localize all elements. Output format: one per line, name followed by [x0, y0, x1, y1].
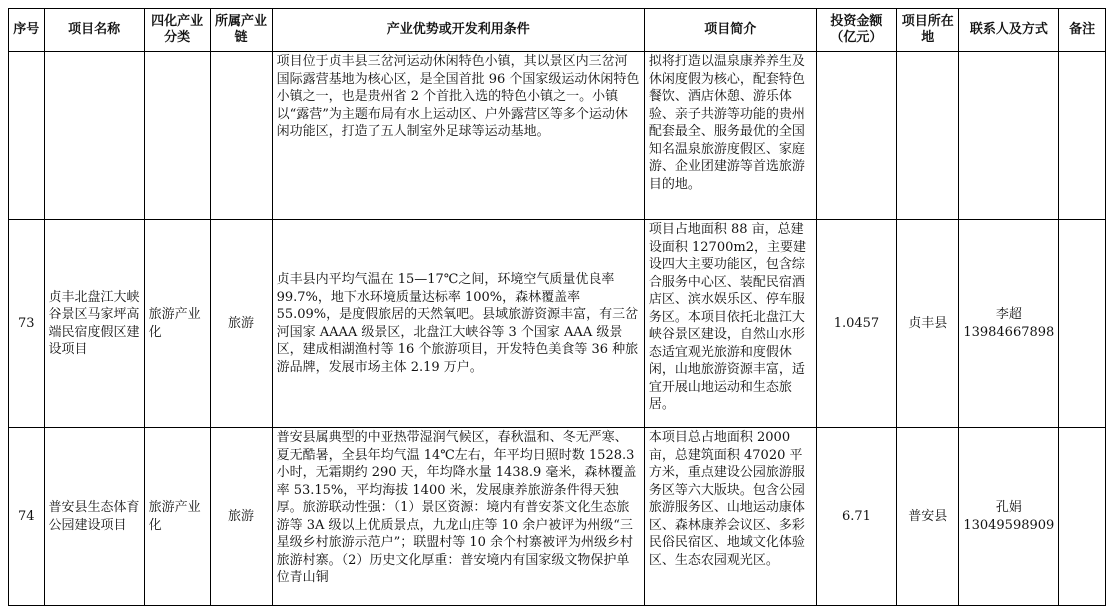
cell-location — [897, 52, 959, 220]
header-remarks: 备注 — [1059, 9, 1106, 52]
header-contact: 联系人及方式 — [959, 9, 1059, 52]
cell-advantages: 普安县属典型的中亚热带湿润气候区，春秋温和、冬无严寒、夏无酷暑，全县年均气温 14℃左右，年平均日照时数 1528.3 小时，无霜期约 290 天，年均降水量 1438.9 毫米，森林覆盖率 53.15%，平均海拔 1400 米，发展康养旅游条件得天独厚。旅游联动性强：（1）景区资源：境内有普安茶文化生态旅游等 3A 级以上优质景点，九龙山庄等 10 余户被评为州级“三星级乡村旅游示范户”；联盟村等 10 余个村寨被评为州级乡村旅游村寨。（2）历史文化厚重：普安境内有国家级文物保护单位青山铜 — [272, 428, 644, 606]
cell-intro: 拟将打造以温泉康养养生及休闲度假为核心，配套特色餐饮、酒店休憩、游乐体验、亲子共游等功能的贵州配套最全、服务最优的全国知名温泉旅游度假区、家庭游、企业团建游等首选旅游目的地。 — [644, 52, 816, 220]
cell-seq — [9, 52, 45, 220]
table-row — [9, 220, 1106, 428]
cell-location: 普安县 — [897, 428, 959, 606]
table-row — [9, 428, 1106, 606]
header-investment: 投资金额（亿元） — [816, 9, 897, 52]
cell-investment — [816, 52, 897, 220]
cell-seq: 73 — [9, 220, 45, 428]
cell-name: 普安县生态体育公园建设项目 — [44, 428, 144, 606]
cell-contact — [959, 52, 1059, 220]
header-location: 项目所在地 — [897, 9, 959, 52]
cell-name: 贞丰北盘江大峡谷景区马家坪高端民宿度假区建设项目 — [44, 220, 144, 428]
header-seq: 序号 — [9, 9, 45, 52]
cell-chain: 旅游 — [210, 220, 272, 428]
cell-location: 贞丰县 — [897, 220, 959, 428]
cell-remarks — [1059, 220, 1106, 428]
project-table — [8, 8, 1106, 606]
cell-name — [44, 52, 144, 220]
header-advantages: 产业优势或开发利用条件 — [272, 9, 644, 52]
table-row — [9, 52, 1106, 220]
cell-investment: 1.0457 — [816, 220, 897, 428]
cell-contact: 孔娟 13049598909 — [959, 428, 1059, 606]
header-intro: 项目简介 — [644, 9, 816, 52]
cell-chain — [210, 52, 272, 220]
cell-remarks — [1059, 52, 1106, 220]
cell-seq: 74 — [9, 428, 45, 606]
header-chain: 所属产业链 — [210, 9, 272, 52]
cell-category: 旅游产业化 — [144, 428, 210, 606]
header-category: 四化产业分类 — [144, 9, 210, 52]
cell-contact: 李超 13984667898 — [959, 220, 1059, 428]
header-name: 项目名称 — [44, 9, 144, 52]
cell-remarks — [1059, 428, 1106, 606]
cell-advantages: 贞丰县内平均气温在 15—17℃之间，环境空气质量优良率 99.7%，地下水环境质量达标率 100%，森林覆盖率 55.09%，是度假旅居的天然氧吧。县域旅游资源丰富，有三岔河国家 AAAA 级景区，北盘江大峡谷等 3 个国家 AAA 级景区，建成相湖渔村等 16 个旅游项目，开发特色美食等 36 种旅游品牌，发展市场主体 2.19 万户。 — [272, 220, 644, 428]
cell-category — [144, 52, 210, 220]
cell-investment: 6.71 — [816, 428, 897, 606]
header-row — [9, 9, 1106, 52]
cell-advantages: 项目位于贞丰县三岔河运动休闲特色小镇，其以景区内三岔河国际露营基地为核心区，是全国首批 96 个国家级运动休闲特色小镇之一，也是贵州省 2 个首批入选的特色小镇之一。小镇以“露营”为主题布局有水上运动区、户外露营区等多个运动休闲功能区，打造了五人制室外足球等运动基地。 — [272, 52, 644, 220]
cell-chain: 旅游 — [210, 428, 272, 606]
cell-category: 旅游产业化 — [144, 220, 210, 428]
cell-intro: 本项目总占地面积 2000 亩，总建筑面积 47020 平方米，重点建设公园旅游服务区等六大版块。包含公园旅游服务区、山地运动康体区、森林康养会议区、多彩民俗民宿区、地域文化体验区、生态农园观光区。 — [644, 428, 816, 606]
cell-intro: 项目占地面积 88 亩，总建设面积 12700m2，主要建设四大主要功能区，包含综合服务中心区、装配民宿酒店区、滨水娱乐区、停车服务区。本项目依托北盘江大峡谷景区建设，自然山水形态适宜观光旅游和度假休闲，山地旅游资源丰富，适宜开展山地运动和生态旅居。 — [644, 220, 816, 428]
